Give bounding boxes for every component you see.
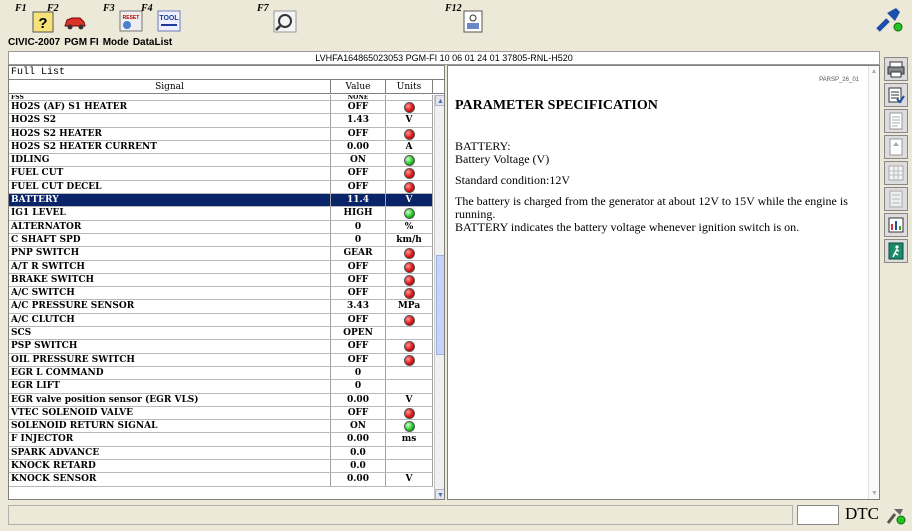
list-select-button[interactable] <box>884 83 908 107</box>
row-unit <box>386 314 433 326</box>
printer-icon <box>887 60 905 78</box>
row-signal: KNOCK RETARD <box>9 460 331 472</box>
row-value: 0 <box>331 380 386 392</box>
row-value: OFF <box>331 407 386 419</box>
row-value: 0 <box>331 234 386 246</box>
table-row[interactable] <box>9 287 433 300</box>
vehicle-mode-bar <box>8 37 176 49</box>
row-value: OFF <box>331 340 386 352</box>
status-off-lamp-icon <box>404 248 415 259</box>
tool-icon <box>157 8 181 34</box>
row-signal: BATTERY <box>9 194 331 206</box>
row-value: OFF <box>331 261 386 273</box>
function-key-toolbar <box>0 0 912 37</box>
table-row[interactable] <box>9 194 433 207</box>
table-row[interactable] <box>9 274 433 287</box>
status-off-lamp-icon <box>404 408 415 419</box>
list-check-icon <box>887 86 905 104</box>
tool-disabled-icon <box>887 190 905 208</box>
table-row[interactable] <box>9 114 433 127</box>
chart-button[interactable] <box>884 213 908 237</box>
row-value: 0 <box>331 367 386 379</box>
table-row[interactable] <box>9 340 433 353</box>
scroll-up-arrow-icon[interactable]: ▲ <box>435 95 445 106</box>
spec-paragraph: The battery is charged from the generator at about 12V to 15V while the engine is running. <box>455 194 848 221</box>
row-unit <box>386 274 433 286</box>
f1-help-button[interactable] <box>15 2 48 36</box>
f2-vehicle-button[interactable] <box>47 2 81 36</box>
row-signal: KNOCK SENSOR <box>9 473 331 485</box>
svg-text:RESET: RESET <box>122 15 140 21</box>
row-signal: A/C CLUTCH <box>9 314 331 326</box>
spec-scroll-up-icon[interactable]: ▲ <box>870 67 878 75</box>
table-row[interactable] <box>9 261 433 274</box>
row-unit <box>386 181 433 193</box>
status-off-lamp-icon <box>404 341 415 352</box>
spec-heading: PARAMETER SPECIFICATION <box>455 98 658 113</box>
row-unit: km/h <box>386 234 433 246</box>
spec-scrollbar[interactable] <box>868 66 879 499</box>
row-value: OFF <box>331 274 386 286</box>
row-unit: % <box>386 221 433 233</box>
dtc-count-box <box>797 505 839 525</box>
row-signal: C SHAFT SPD <box>9 234 331 246</box>
grid-view-button[interactable] <box>884 161 908 185</box>
table-row[interactable] <box>9 314 433 327</box>
row-signal: PNP SWITCH <box>9 247 331 259</box>
row-value: NONE <box>331 95 386 100</box>
table-row[interactable] <box>9 101 433 114</box>
scroll-thumb[interactable] <box>436 255 445 355</box>
status-off-lamp-icon <box>404 168 415 179</box>
table-row[interactable] <box>9 354 433 367</box>
status-off-lamp-icon <box>404 315 415 326</box>
row-unit: V <box>386 114 433 126</box>
table-row[interactable] <box>9 300 433 313</box>
spec-body <box>455 140 855 242</box>
row-unit <box>386 340 433 352</box>
status-on-lamp-icon <box>404 155 415 166</box>
status-off-lamp-icon <box>404 275 415 286</box>
row-value: 0.00 <box>331 433 386 445</box>
row-signal: HO2S S2 HEATER CURRENT <box>9 141 331 153</box>
exit-button[interactable] <box>884 239 908 263</box>
row-unit: A <box>386 141 433 153</box>
row-signal: A/C PRESSURE SENSOR <box>9 300 331 312</box>
table-row[interactable] <box>9 367 433 380</box>
mode-value: DataList <box>132 37 173 48</box>
f12-label: F12 <box>445 3 462 14</box>
list-title: Full List <box>11 67 66 78</box>
row-value: 0.0 <box>331 447 386 459</box>
row-value: HIGH <box>331 207 386 219</box>
row-signal: A/T R SWITCH <box>9 261 331 273</box>
row-unit <box>386 447 433 459</box>
row-value: 1.43 <box>331 114 386 126</box>
list-scrollbar[interactable] <box>434 95 445 500</box>
table-row[interactable] <box>9 154 433 167</box>
spec-description: Battery Voltage (V) <box>455 152 550 166</box>
row-unit: V <box>386 194 433 206</box>
mode-label: Mode <box>102 37 129 48</box>
table-row[interactable] <box>9 207 433 220</box>
row-signal: ALTERNATOR <box>9 221 331 233</box>
spec-name: BATTERY: <box>455 139 511 153</box>
row-signal: PSP SWITCH <box>9 340 331 352</box>
row-unit: MPa <box>386 300 433 312</box>
status-bar <box>0 501 912 531</box>
row-signal: HO2S (AF) S1 HEATER <box>9 101 331 113</box>
table-row[interactable] <box>9 327 433 340</box>
f3-reset-button[interactable] <box>103 2 139 36</box>
row-value: OPEN <box>331 327 386 339</box>
f4-label: F4 <box>141 3 153 14</box>
row-value: 3.43 <box>331 300 386 312</box>
row-unit <box>386 367 433 379</box>
table-row[interactable] <box>9 420 433 433</box>
value-column-header[interactable]: Value <box>331 80 386 93</box>
f1-label: F1 <box>15 3 27 14</box>
row-unit <box>386 327 433 339</box>
f12-print-preview-button[interactable] <box>445 2 485 36</box>
table-row[interactable] <box>9 234 433 247</box>
row-signal: FUEL CUT DECEL <box>9 181 331 193</box>
table-row[interactable] <box>9 473 433 486</box>
model-label: CIVIC-2007 <box>8 37 61 48</box>
document-icon <box>887 112 905 130</box>
table-row[interactable] <box>9 447 433 460</box>
row-unit <box>386 247 433 259</box>
row-signal: FUEL CUT <box>9 167 331 179</box>
row-unit <box>386 167 433 179</box>
status-off-lamp-icon <box>404 355 415 366</box>
row-value: OFF <box>331 128 386 140</box>
scroll-up-icon <box>887 138 905 156</box>
row-unit <box>386 354 433 366</box>
status-off-lamp-icon <box>404 262 415 273</box>
spec-scroll-down-icon[interactable]: ▼ <box>871 489 878 497</box>
row-value: ON <box>331 154 386 166</box>
dtc-status-icon[interactable] <box>885 504 907 526</box>
row-signal: IG1 LEVEL <box>9 207 331 219</box>
reset-icon <box>119 8 143 34</box>
f7-label: F7 <box>257 3 269 14</box>
scroll-up-button[interactable] <box>884 135 908 159</box>
row-unit <box>386 207 433 219</box>
row-unit: ms <box>386 433 433 445</box>
table-row[interactable] <box>9 460 433 473</box>
document-button[interactable] <box>884 109 908 133</box>
status-off-lamp-icon <box>404 102 415 113</box>
row-signal: BRAKE SWITCH <box>9 274 331 286</box>
row-value: OFF <box>331 287 386 299</box>
print-button[interactable] <box>884 57 908 81</box>
row-unit <box>386 380 433 392</box>
table-row[interactable] <box>9 394 433 407</box>
row-signal: FSS <box>9 95 331 100</box>
table-row[interactable] <box>9 141 433 154</box>
column-header <box>9 79 444 94</box>
right-sidebar <box>882 57 910 497</box>
row-unit: V <box>386 394 433 406</box>
chart-icon <box>887 216 905 234</box>
row-signal: SOLENOID RETURN SIGNAL <box>9 420 331 432</box>
row-value: 0.00 <box>331 141 386 153</box>
spec-paragraph-2: BATTERY indicates the battery voltage whenever ignition switch is on. <box>455 220 800 234</box>
spec-standard: Standard condition:12V <box>455 173 570 187</box>
row-unit <box>386 420 433 432</box>
row-value: OFF <box>331 167 386 179</box>
status-off-lamp-icon <box>404 182 415 193</box>
row-signal: EGR valve position sensor (EGR VLS) <box>9 394 331 406</box>
data-list-rows <box>9 95 433 500</box>
scroll-down-arrow-icon[interactable]: ▼ <box>435 489 445 500</box>
ecu-id-bar: LVHFA164865023053 PGM-FI 10 06 01 24 01 37805-RNL-H520 <box>8 51 880 65</box>
system-label: PGM FI <box>64 37 99 48</box>
status-off-lamp-icon <box>404 288 415 299</box>
exit-icon <box>887 242 905 260</box>
dtc-label: DTC <box>845 504 879 523</box>
row-signal: SCS <box>9 327 331 339</box>
row-value: 0.00 <box>331 394 386 406</box>
row-unit <box>386 407 433 419</box>
table-row[interactable] <box>9 433 433 446</box>
row-value: OFF <box>331 354 386 366</box>
row-unit <box>386 261 433 273</box>
row-value: GEAR <box>331 247 386 259</box>
tool-disabled-button[interactable] <box>884 187 908 211</box>
f4-tool-button[interactable] <box>141 2 181 36</box>
status-on-lamp-icon <box>404 421 415 432</box>
f7-search-button[interactable] <box>257 2 297 36</box>
row-value: 0 <box>331 221 386 233</box>
data-list-panel <box>8 65 445 500</box>
row-signal: A/C SWITCH <box>9 287 331 299</box>
f3-label: F3 <box>103 3 115 14</box>
units-column-header[interactable]: Units <box>386 80 433 93</box>
magnifier-icon <box>273 8 297 34</box>
status-message-field <box>8 505 793 525</box>
row-value: OFF <box>331 181 386 193</box>
table-row[interactable] <box>9 128 433 141</box>
table-row[interactable] <box>9 407 433 420</box>
grid-icon <box>887 164 905 182</box>
row-value: OFF <box>331 101 386 113</box>
row-unit: V <box>386 473 433 485</box>
row-value: OFF <box>331 314 386 326</box>
car-icon <box>63 8 87 34</box>
row-signal: HO2S S2 HEATER <box>9 128 331 140</box>
connection-status-icon[interactable] <box>874 4 904 34</box>
row-unit <box>386 287 433 299</box>
row-unit <box>386 101 433 113</box>
row-signal: F INJECTOR <box>9 433 331 445</box>
row-value: 0.00 <box>331 473 386 485</box>
row-signal: VTEC SOLENOID VALVE <box>9 407 331 419</box>
status-on-lamp-icon <box>404 208 415 219</box>
row-unit <box>386 154 433 166</box>
row-value: ON <box>331 420 386 432</box>
row-signal: OIL PRESSURE SWITCH <box>9 354 331 366</box>
print-preview-icon <box>461 8 485 34</box>
table-row[interactable] <box>9 181 433 194</box>
table-row[interactable] <box>9 247 433 260</box>
row-signal: HO2S S2 <box>9 114 331 126</box>
table-row[interactable] <box>9 167 433 180</box>
parameter-spec-panel <box>447 65 880 500</box>
svg-text:TOOL: TOOL <box>159 15 179 22</box>
status-off-lamp-icon <box>404 129 415 140</box>
row-value: 11.4 <box>331 194 386 206</box>
row-unit <box>386 95 433 100</box>
table-row[interactable] <box>9 221 433 234</box>
row-value: 0.0 <box>331 460 386 472</box>
signal-column-header[interactable]: Signal <box>9 80 331 93</box>
row-signal: EGR L COMMAND <box>9 367 331 379</box>
f2-label: F2 <box>47 3 59 14</box>
row-signal: EGR LIFT <box>9 380 331 392</box>
row-unit <box>386 460 433 472</box>
table-row[interactable] <box>9 380 433 393</box>
svg-text:?: ? <box>38 15 48 32</box>
row-signal: IDLING <box>9 154 331 166</box>
row-signal: SPARK ADVANCE <box>9 447 331 459</box>
row-unit <box>386 128 433 140</box>
document-code: PARSP_26_01 <box>819 77 859 83</box>
